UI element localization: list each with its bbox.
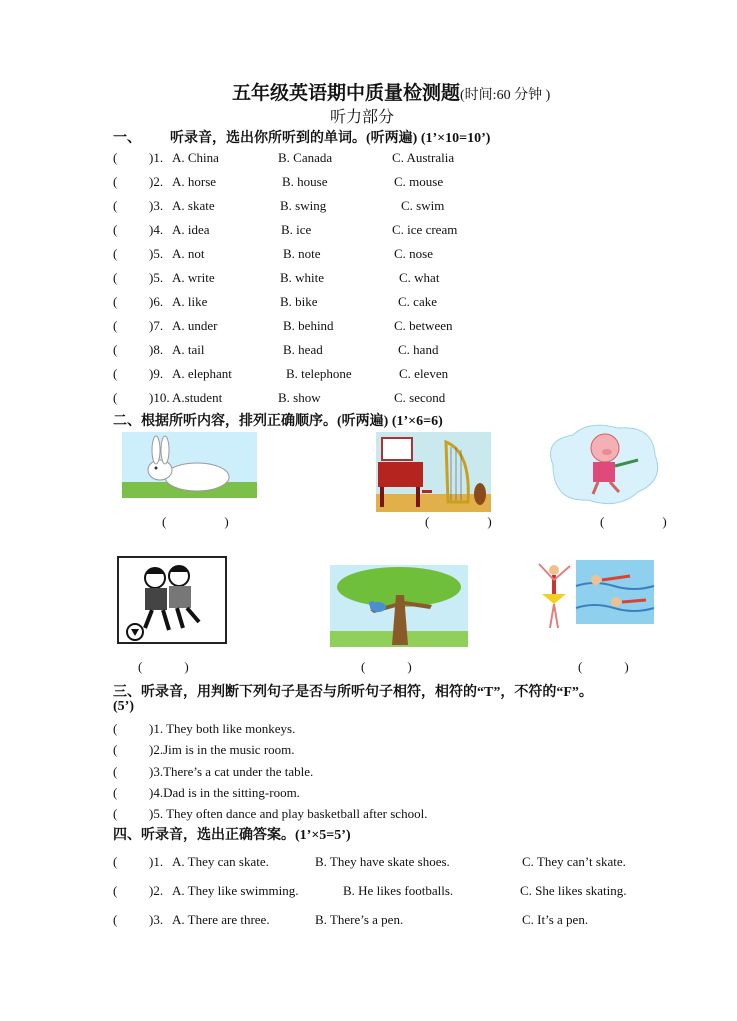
answer-paren[interactable]: ( [113,806,118,821]
statement: )4.Dad is in the sitting-room. [149,785,300,800]
answer-paren[interactable]: ( [113,342,118,357]
option-c: C. what [399,270,440,285]
rabbit-picture [122,432,257,498]
question-number: )2. [149,883,164,898]
option-b: B. head [283,342,323,357]
answer-blank[interactable]: ( ) [162,514,229,529]
option-a: A. under [172,318,218,333]
part4-heading: 四、听录音，选出正确答案。(1’×5=5’) [113,828,351,843]
option-a: A. There are three. [172,912,270,927]
answer-paren[interactable]: ( [113,785,118,800]
dancing-swimming-picture [534,556,656,632]
option-c: C. between [394,318,453,333]
option-c: C. ice cream [392,222,458,237]
answer-blank[interactable]: ( ) [138,659,189,674]
answer-blank[interactable]: ( ) [361,659,412,674]
answer-paren[interactable]: ( [113,174,118,189]
option-a: A. tail [172,342,205,357]
option-c: C. cake [398,294,437,309]
option-b: B. ice [281,222,312,237]
option-c: C. nose [394,246,433,261]
answer-blank[interactable]: ( ) [578,659,629,674]
option-c: C. mouse [394,174,444,189]
option-b: B. behind [283,318,334,333]
option-c: C. Australia [392,150,455,165]
part1-heading: 听录音，选出你所听到的单词。(听两遍) (1’×10=10’) [170,131,491,146]
option-b: B. telephone [286,366,352,381]
part3-heading-score: (5’) [113,699,134,714]
option-c: C. It’s a pen. [522,912,589,927]
option-a: A.student [172,390,223,405]
answer-blank[interactable]: ( ) [600,514,667,529]
time-limit: (时间:60 分钟 ) [460,88,551,103]
option-a: A. horse [172,174,217,189]
option-b: B. bike [280,294,318,309]
question-number: )6. [149,294,164,309]
answer-paren[interactable]: ( [113,854,118,869]
question-number: )10. [149,390,170,405]
option-b: B. white [280,270,325,285]
section-label: 听力部分 [330,109,395,126]
answer-blank[interactable]: ( ) [425,514,492,529]
option-b: B. Canada [278,150,333,165]
option-c: C. swim [401,198,445,213]
answer-paren[interactable]: ( [113,246,118,261]
option-a: A. not [172,246,205,261]
question-number: )3. [149,198,164,213]
answer-paren[interactable]: ( [113,912,118,927]
answer-paren[interactable]: ( [113,222,118,237]
option-a: A. They like swimming. [172,883,299,898]
option-a: A. write [172,270,215,285]
option-b: B. house [282,174,328,189]
answer-paren[interactable]: ( [113,390,118,405]
answer-paren[interactable]: ( [113,198,118,213]
option-a: A. They can skate. [172,854,269,869]
statement: )2.Jim is in the music room. [149,742,295,757]
statement: )5. They often dance and play basketball after school. [149,806,428,821]
question-number: )2. [149,174,164,189]
answer-paren[interactable]: ( [113,270,118,285]
question-number: )1. [149,854,164,869]
option-c: C. eleven [399,366,449,381]
piano-harp-picture [376,432,491,512]
question-number: )1. [149,150,164,165]
question-number: )3. [149,912,164,927]
option-c: C. second [394,390,446,405]
question-number: )5. [149,270,164,285]
question-number: )4. [149,222,164,237]
football-picture [117,556,227,644]
statement: )1. They both like monkeys. [149,721,296,736]
question-number: )8. [149,342,164,357]
part3-heading: 三、听录音，用判断下列句子是否与所听句子相符，相符的“T”，不符的“F”。 [113,685,593,700]
option-b: B. note [283,246,321,261]
answer-paren[interactable]: ( [113,150,118,165]
page-title: 五年级英语期中质量检测题(时间:60 分钟 ) [232,83,551,104]
bird-tree-picture [330,565,468,647]
option-b: B. He likes footballs. [343,883,454,898]
option-a: A. skate [172,198,215,213]
answer-paren[interactable]: ( [113,366,118,381]
option-b: B. There’s a pen. [315,912,404,927]
option-c: C. She likes skating. [520,883,627,898]
answer-paren[interactable]: ( [113,721,118,736]
statement: )3.There’s a cat under the table. [149,764,314,779]
question-number: )5. [149,246,164,261]
answer-paren[interactable]: ( [113,883,118,898]
option-b: B. swing [280,198,327,213]
answer-paren[interactable]: ( [113,294,118,309]
part1-heading-num: 一、 [113,131,141,146]
pig-skating-picture [543,420,663,508]
option-c: C. hand [398,342,439,357]
question-number: )7. [149,318,164,333]
option-c: C. They can’t skate. [522,854,626,869]
option-a: A. China [172,150,219,165]
option-a: A. like [172,294,208,309]
answer-paren[interactable]: ( [113,318,118,333]
part2-heading: 二、根据所听内容，排列正确顺序。(听两遍) (1’×6=6) [113,414,443,429]
question-number: )9. [149,366,164,381]
option-b: B. show [278,390,321,405]
answer-paren[interactable]: ( [113,742,118,757]
answer-paren[interactable]: ( [113,764,118,779]
option-a: A. idea [172,222,210,237]
option-a: A. elephant [172,366,232,381]
option-b: B. They have skate shoes. [315,854,450,869]
